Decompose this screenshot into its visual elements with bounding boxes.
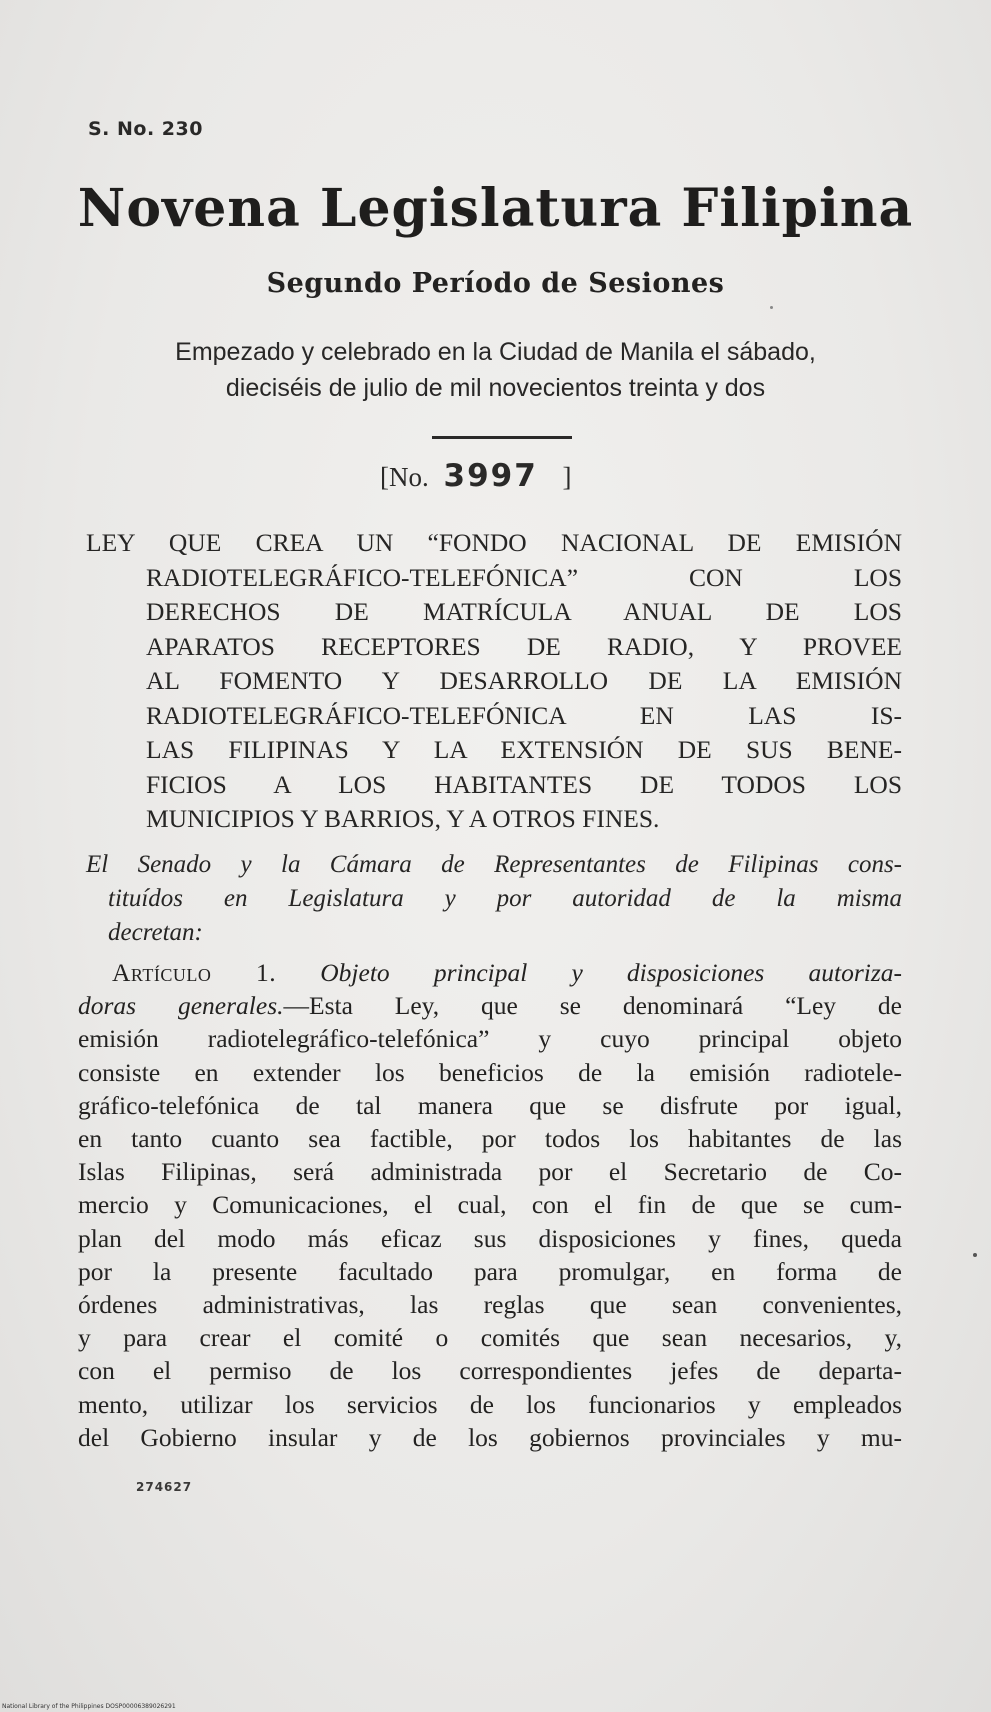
law-title-line: DERECHOS DE MATRÍCULA ANUAL DE LOS (146, 597, 902, 626)
article-1 (78, 956, 902, 1454)
article-line: del Gobierno insular y de los gobiernos provinciales y mu- (78, 1422, 902, 1452)
law-title-line: RADIOTELEGRÁFICO-TELEFÓNICA” CON LOS (146, 562, 902, 592)
act-number-suffix: ] (562, 462, 572, 492)
printer-signature-number: 274627 (136, 1480, 193, 1494)
article-line: por la presente facultado para promulgar, en forma de (78, 1256, 902, 1286)
session-dateline-2: dieciséis de julio de mil novecientos treinta y dos (225, 374, 766, 402)
act-number (380, 458, 572, 494)
law-title-line: FICIOS A LOS HABITANTES DE TODOS LOS (146, 769, 902, 799)
article-heading-1: Objeto principal y disposiciones autoriza- (320, 958, 902, 987)
article-heading-2: doras generales. (78, 991, 284, 1021)
law-title (86, 526, 902, 837)
article-line: con el permiso de los correspondientes jefes de departa- (78, 1356, 902, 1386)
law-title-line: MUNICIPIOS Y BARRIOS, Y A OTROS FINES. (146, 804, 660, 833)
article-line-1-rest: —Esta Ley, que se denominará “Ley de (283, 991, 902, 1021)
senate-bill-number: S. No. 230 (88, 118, 203, 140)
article-line (78, 989, 902, 1022)
act-number-prefix: [No. (380, 462, 429, 492)
article-line: órdenes administrativas, las reglas que sean convenientes, (78, 1290, 902, 1320)
article-line: gráfico-telefónica de tal manera que se disfrute por igual, (78, 1090, 902, 1120)
divider-rule (432, 436, 572, 439)
act-number-value: 3997 (443, 458, 538, 494)
article-line: mercio y Comunicaciones, el cual, con el fin de que se cum- (78, 1190, 902, 1220)
law-title-line: LEY QUE CREA UN “FONDO NACIONAL DE EMISIÓN (86, 528, 902, 557)
article-line: emisión radiotelegráfico-telefónica” y cuyo principal objeto (78, 1024, 902, 1054)
article-line: plan del modo más eficaz sus disposiciones y fines, queda (78, 1223, 902, 1253)
session-subtitle: Segundo Período de Sesiones (266, 268, 725, 299)
paper-speck (973, 1253, 977, 1257)
article-line: mento, utilizar los servicios de los funcionarios y empleados (78, 1389, 902, 1419)
session-dateline (0, 334, 991, 406)
enacting-line: decretan: (108, 919, 203, 946)
law-title-line: RADIOTELEGRÁFICO-TELEFÓNICA EN LAS IS- (146, 700, 902, 730)
enacting-line: El Senado y la Cámara de Representantes de Filipinas cons- (86, 851, 902, 878)
law-title-line: LAS FILIPINAS Y LA EXTENSIÓN DE SUS BENE- (146, 735, 902, 764)
law-title-line: AL FOMENTO Y DESARROLLO DE LA EMISIÓN (146, 666, 902, 695)
article-line: consiste en extender los beneficios de la emisión radiotele- (78, 1057, 902, 1087)
session-dateline-1: Empezado y celebrado en la Ciudad de Manila el sábado, (175, 338, 816, 366)
enacting-line: tituídos en Legislatura y por autoridad de la misma (108, 885, 902, 912)
law-title-line: APARATOS RECEPTORES DE RADIO, Y PROVEE (146, 631, 902, 661)
article-line: Islas Filipinas, será administrada por el Secretario de Co- (78, 1157, 902, 1187)
article-line: en tanto cuanto sea factible, por todos los habitantes de las (78, 1124, 902, 1154)
article-line: y para crear el comité o comités que sean necesarios, y, (78, 1323, 902, 1353)
legislature-title: Novena Legislatura Filipina (77, 178, 914, 239)
paper-speck (770, 306, 773, 309)
article-label: Artículo 1. (112, 958, 277, 987)
scan-footer-credit: National Library of the Philippines DOSP00006389026291 (2, 1703, 176, 1710)
article-first-line (78, 956, 902, 989)
enacting-clause (86, 848, 902, 950)
